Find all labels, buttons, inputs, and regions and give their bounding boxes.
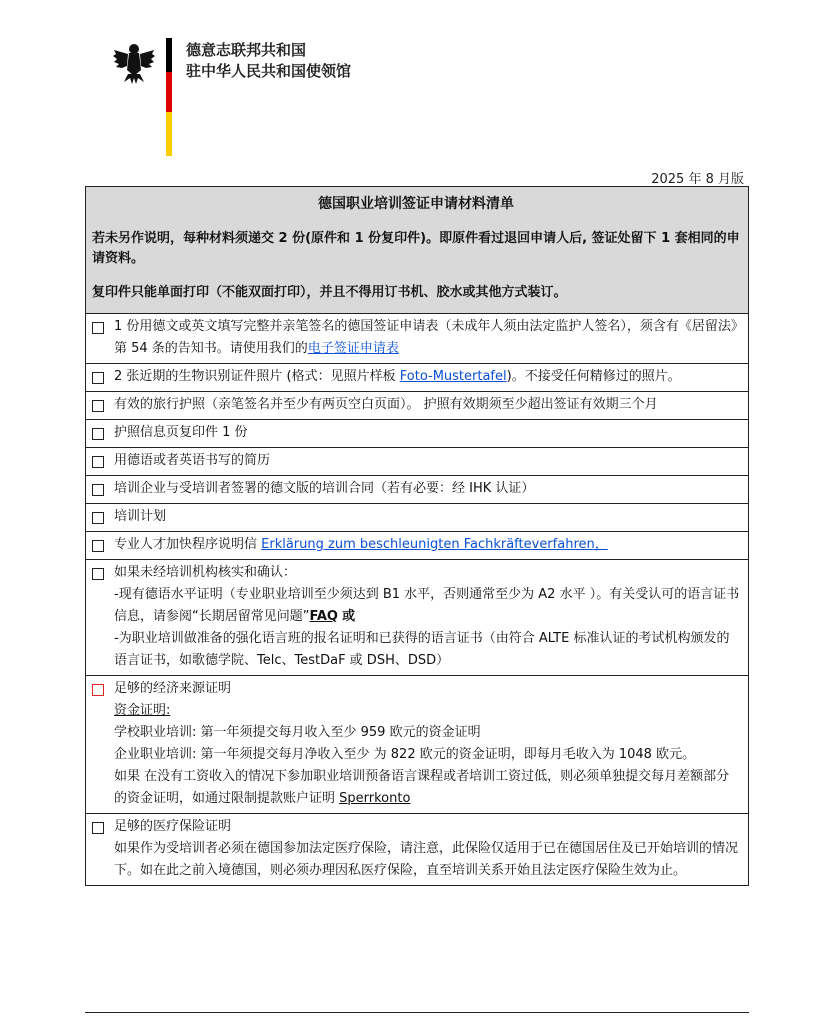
item-text: 如果作为受培训者必须在德国参加法定医疗保险，请注意，此保险仅适用于已在德国居住及已开始培训的情况下。如在此之前入境德国，则必须办理因私医疗保险，直至培训关系开始且法定医疗保险生效为止。 <box>114 841 739 878</box>
photo-template-link[interactable]: Foto-Mustertafel <box>399 369 507 384</box>
item-text: 企业职业培训: 第一年须提交每月净收入至少 为 822 欧元的资金证明，即每月毛收入为 1048 欧元。 <box>114 747 696 762</box>
embassy-name-line2: 驻中华人民共和国使领馆 <box>186 62 352 80</box>
checklist-table <box>85 186 749 886</box>
note-copies: 若未另作说明，每种材料须递交 2 份(原件和 1 份复印件)。即原件看过退回申请人后, 签证处留下 1 套相同的申请资料。 <box>92 231 740 266</box>
list-item <box>86 532 749 560</box>
list-item <box>86 814 749 886</box>
item-text: 足够的经济来源证明 <box>114 681 232 696</box>
checkbox-icon[interactable] <box>92 400 104 412</box>
checkbox-icon[interactable] <box>92 568 104 580</box>
item-text: 有效的旅行护照（亲笔签名并至少有两页空白页面）。 护照有效期须至少超出签证有效期三个月 <box>114 397 658 412</box>
checkbox-icon[interactable] <box>92 540 104 552</box>
checkbox-icon[interactable] <box>92 512 104 524</box>
checkbox-icon[interactable] <box>92 428 104 440</box>
flag-stripe <box>166 38 172 156</box>
checkbox-icon[interactable] <box>92 322 104 334</box>
list-item <box>86 676 749 814</box>
item-text: -为职业培训做准备的强化语言班的报名证明和已获得的语言证书（由符合 ALTE 标准认证的考试机构颁发的语言证书，如歌德学院、Telc、TestDaF 或 DSH、DSD） <box>114 631 730 668</box>
or-label: 或 <box>342 609 356 624</box>
item-text: -现有德语水平证明（专业职业培训至少须达到 B1 水平，否则通常至少为 A2 水平 ）。有关受认可的语言证书信息，请参阅“长期居留常见问题” <box>114 587 740 624</box>
item-text: 2 张近期的生物识别证件照片 (格式：见照片样板 <box>114 369 400 384</box>
item-text: 专业人才加快程序说明信 <box>114 537 262 552</box>
funds-subtitle: 资金证明: <box>114 703 171 718</box>
item-text-after: )。不接受任何精修过的照片。 <box>506 369 681 384</box>
checkbox-icon[interactable] <box>92 484 104 496</box>
list-item <box>86 448 749 476</box>
list-item <box>86 476 749 504</box>
checkbox-icon[interactable] <box>92 822 104 834</box>
item-text: 足够的医疗保险证明 <box>114 819 232 834</box>
item-text: 用德语或者英语书写的简历 <box>114 453 271 468</box>
list-item <box>86 364 749 392</box>
embassy-name-line1: 德意志联邦共和国 <box>186 41 307 59</box>
visa-form-link[interactable]: 电子签证申请表 <box>307 341 399 356</box>
embassy-name <box>186 40 351 82</box>
sperrkonto-link[interactable]: Sperrkonto <box>339 791 411 806</box>
list-item <box>86 420 749 448</box>
checkbox-icon[interactable] <box>92 456 104 468</box>
item-text: 1 份用德文或英文填写完整并亲笔签名的德国签证申请表（未成年人须由法定监护人签名），须含有《居留法》第 54 条的告知书。请使用我们的 <box>114 319 738 356</box>
list-item <box>86 504 749 532</box>
list-item <box>86 314 749 364</box>
federal-eagle-icon <box>112 40 156 86</box>
checklist-title: 德国职业培训签证申请材料清单 <box>318 196 514 212</box>
list-item <box>86 560 749 676</box>
checkbox-icon[interactable] <box>92 684 104 696</box>
checkbox-icon[interactable] <box>92 372 104 384</box>
table-header-cell <box>86 187 749 314</box>
list-item <box>86 392 749 420</box>
table-bottom-border <box>85 1012 749 1013</box>
item-text: 学校职业培训: 第一年须提交每月收入至少 959 欧元的资金证明 <box>114 725 481 740</box>
letterhead <box>112 36 512 161</box>
faq-link[interactable]: FAQ <box>309 609 338 624</box>
item-text: 培训企业与受培训者签署的德文版的培训合同（若有必要：经 IHK 认证） <box>114 481 535 496</box>
declaration-link[interactable]: Erklärung zum beschleunigten Fachkräfteverfahren， <box>261 537 608 552</box>
note-printing: 复印件只能单面打印（不能双面打印），并且不得用订书机、胶水或其他方式装订。 <box>92 285 567 300</box>
item-text: 如果未经培训机构核实和确认： <box>114 565 297 580</box>
item-text: 培训计划 <box>114 509 167 524</box>
version-label: 2025 年 8 月版 <box>651 172 744 187</box>
item-text: 如果 在没有工资收入的情况下参加职业培训预备语言课程或者培训工资过低，则必须单独提交每月差额部分的资金证明，如通过限制提款账户证明 <box>114 769 730 806</box>
item-text: 护照信息页复印件 1 份 <box>114 425 248 440</box>
